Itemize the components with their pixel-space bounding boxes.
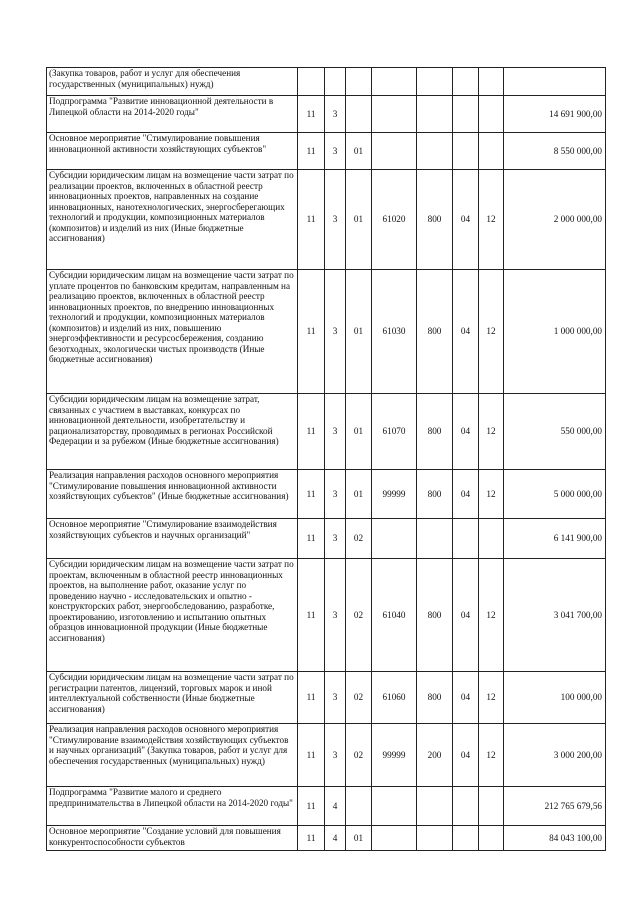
cell-subprogram: 3 xyxy=(325,96,346,133)
cell-direction xyxy=(372,787,417,826)
cell-subsection xyxy=(479,133,504,170)
cell-amount: 2 000 000,00 xyxy=(504,170,606,270)
table-row xyxy=(47,170,606,270)
cell-section: 04 xyxy=(453,724,479,787)
cell-subprogram: 4 xyxy=(325,787,346,826)
cell-subsection: 12 xyxy=(479,170,504,270)
cell-subsection xyxy=(479,96,504,133)
cell-subprogram: 3 xyxy=(325,133,346,170)
table-row xyxy=(47,826,606,851)
table-row xyxy=(47,787,606,826)
cell-amount: 84 043 100,00 xyxy=(504,826,606,851)
cell-expense-type: 800 xyxy=(417,470,453,519)
cell-measure xyxy=(346,96,372,133)
cell-expense-type xyxy=(417,519,453,559)
cell-program: 11 xyxy=(298,724,325,787)
cell-subsection xyxy=(479,787,504,826)
cell-expense-type: 200 xyxy=(417,724,453,787)
cell-amount: 6 141 900,00 xyxy=(504,519,606,559)
row-name: Субсидии юридическим лицам на возмещение части затрат по уплате процентов по банковским кредитам, направленным на реализацию проектов, включенных в областной реестр инновационных проектов, по внедрению инновационных технологий и продукции, композиционных материалов (композитов) и изделий из них, повышению энергоэффективности и ресурсосбережения, созданию безотходных, экологически чистых производств (Иные бюджетные ассигнования) xyxy=(47,270,298,394)
row-name: Субсидии юридическим лицам на возмещение части затрат по регистрации патентов, лицензий, торговых марок и иной интеллектуальной собственности (Иные бюджетные ассигнования) xyxy=(47,672,298,724)
cell-measure: 01 xyxy=(346,394,372,470)
row-name: Субсидии юридическим лицам на возмещение затрат, связанных с участием в выставках, конкурсах по инновационной деятельности, изобретательству и рационализаторству, проводимых в регионах Российской Федерации и за рубежом (Иные бюджетные ассигнования) xyxy=(47,394,298,470)
cell-program xyxy=(298,68,325,96)
cell-subprogram: 4 xyxy=(325,826,346,851)
cell-section xyxy=(453,519,479,559)
cell-amount: 1 000 000,00 xyxy=(504,270,606,394)
cell-measure: 02 xyxy=(346,672,372,724)
cell-program: 11 xyxy=(298,519,325,559)
cell-program: 11 xyxy=(298,170,325,270)
table-row xyxy=(47,724,606,787)
cell-section: 04 xyxy=(453,559,479,672)
cell-amount: 14 691 900,00 xyxy=(504,96,606,133)
table-row xyxy=(47,270,606,394)
cell-subprogram xyxy=(325,68,346,96)
cell-subprogram: 3 xyxy=(325,394,346,470)
cell-subsection: 12 xyxy=(479,270,504,394)
row-name: Подпрограмма "Развитие малого и среднего предпринимательства в Липецкой области на 2014-2020 годы" xyxy=(47,787,298,826)
cell-amount: 8 550 000,00 xyxy=(504,133,606,170)
cell-subsection: 12 xyxy=(479,724,504,787)
cell-subsection: 12 xyxy=(479,470,504,519)
cell-program: 11 xyxy=(298,96,325,133)
cell-program: 11 xyxy=(298,559,325,672)
cell-program: 11 xyxy=(298,672,325,724)
cell-program: 11 xyxy=(298,787,325,826)
cell-expense-type xyxy=(417,826,453,851)
cell-direction: 61070 xyxy=(372,394,417,470)
cell-subsection: 12 xyxy=(479,559,504,672)
cell-direction xyxy=(372,96,417,133)
table-row xyxy=(47,394,606,470)
cell-expense-type: 800 xyxy=(417,394,453,470)
cell-section xyxy=(453,96,479,133)
cell-subprogram: 3 xyxy=(325,559,346,672)
cell-subsection xyxy=(479,519,504,559)
cell-section xyxy=(453,826,479,851)
cell-amount: 5 000 000,00 xyxy=(504,470,606,519)
cell-direction: 61040 xyxy=(372,559,417,672)
cell-measure: 02 xyxy=(346,559,372,672)
cell-section: 04 xyxy=(453,394,479,470)
cell-section: 04 xyxy=(453,170,479,270)
cell-program: 11 xyxy=(298,133,325,170)
cell-subsection: 12 xyxy=(479,394,504,470)
cell-subprogram: 3 xyxy=(325,270,346,394)
cell-amount: 3 041 700,00 xyxy=(504,559,606,672)
cell-amount: 550 000,00 xyxy=(504,394,606,470)
cell-expense-type: 800 xyxy=(417,672,453,724)
cell-subsection xyxy=(479,826,504,851)
cell-subprogram: 3 xyxy=(325,724,346,787)
row-name: Основное мероприятие "Стимулирование взаимодействия хозяйствующих субъектов и научных организаций" xyxy=(47,519,298,559)
cell-section xyxy=(453,787,479,826)
cell-section: 04 xyxy=(453,672,479,724)
cell-direction: 61020 xyxy=(372,170,417,270)
cell-measure: 01 xyxy=(346,826,372,851)
table-row xyxy=(47,559,606,672)
cell-direction: 61060 xyxy=(372,672,417,724)
cell-expense-type xyxy=(417,133,453,170)
cell-subprogram: 3 xyxy=(325,470,346,519)
cell-subprogram: 3 xyxy=(325,170,346,270)
cell-program: 11 xyxy=(298,826,325,851)
cell-amount: 3 000 200,00 xyxy=(504,724,606,787)
cell-program: 11 xyxy=(298,394,325,470)
cell-direction xyxy=(372,68,417,96)
cell-measure: 01 xyxy=(346,170,372,270)
table-row xyxy=(47,470,606,519)
cell-section xyxy=(453,133,479,170)
table-row xyxy=(47,133,606,170)
cell-expense-type: 800 xyxy=(417,170,453,270)
cell-direction: 99999 xyxy=(372,724,417,787)
budget-table xyxy=(46,67,606,851)
budget-table-body xyxy=(47,68,606,851)
table-row xyxy=(47,672,606,724)
cell-subprogram: 3 xyxy=(325,519,346,559)
table-row xyxy=(47,68,606,96)
cell-program: 11 xyxy=(298,470,325,519)
cell-amount xyxy=(504,68,606,96)
cell-measure: 01 xyxy=(346,133,372,170)
row-name: Реализация направления расходов основного мероприятия "Стимулирование повышения инновационной активности хозяйствующих субъектов" (Иные бюджетные ассигнования) xyxy=(47,470,298,519)
cell-program: 11 xyxy=(298,270,325,394)
cell-measure: 02 xyxy=(346,724,372,787)
cell-measure: 02 xyxy=(346,519,372,559)
row-name: Основное мероприятие "Создание условий для повышения конкурентоспособности субъектов xyxy=(47,826,298,851)
cell-measure: 01 xyxy=(346,470,372,519)
row-name: Основное мероприятие "Стимулирование повышения инновационной активности хозяйствующих субъектов" xyxy=(47,133,298,170)
cell-expense-type xyxy=(417,68,453,96)
cell-expense-type xyxy=(417,787,453,826)
cell-measure: 01 xyxy=(346,270,372,394)
cell-subsection: 12 xyxy=(479,672,504,724)
cell-direction xyxy=(372,519,417,559)
cell-expense-type: 800 xyxy=(417,270,453,394)
cell-section: 04 xyxy=(453,270,479,394)
cell-section: 04 xyxy=(453,470,479,519)
cell-direction: 61030 xyxy=(372,270,417,394)
row-name: Подпрограмма "Развитие инновационной деятельности в Липецкой области на 2014-2020 годы" xyxy=(47,96,298,133)
row-name: (Закупка товаров, работ и услуг для обеспечения государственных (муниципальных) нужд) xyxy=(47,68,298,96)
table-row xyxy=(47,519,606,559)
cell-expense-type: 800 xyxy=(417,559,453,672)
row-name: Субсидии юридическим лицам на возмещение части затрат по реализации проектов, включенных в областной реестр инновационных проектов, направленных на создание инновационных, нанотехнологических, энергосберегающих технологий и продукции, композиционных материалов (композитов) и изделий из них (Иные бюджетные ассигнования) xyxy=(47,170,298,270)
cell-direction xyxy=(372,826,417,851)
cell-section xyxy=(453,68,479,96)
row-name: Субсидии юридическим лицам на возмещение части затрат по проектам, включенным в областной реестр инновационных проектов, на выполнение работ, оказание услуг по проведению научно - исследовательских и опытно - конструкторских работ, энергообследованию, разработке, проектированию, изготовлению и испытанию опытных образцов инновационной продукции (Иные бюджетные ассигнования) xyxy=(47,559,298,672)
cell-direction xyxy=(372,133,417,170)
cell-amount: 212 765 679,56 xyxy=(504,787,606,826)
cell-measure xyxy=(346,68,372,96)
cell-expense-type xyxy=(417,96,453,133)
cell-amount: 100 000,00 xyxy=(504,672,606,724)
cell-subsection xyxy=(479,68,504,96)
cell-subprogram: 3 xyxy=(325,672,346,724)
cell-direction: 99999 xyxy=(372,470,417,519)
table-row xyxy=(47,96,606,133)
cell-measure xyxy=(346,787,372,826)
row-name: Реализация направления расходов основного мероприятия "Стимулирование взаимодействия хозяйствующих субъектов и научных организаций" (Закупка товаров, работ и услуг для обеспечения государственных (муниципальных) нужд) xyxy=(47,724,298,787)
